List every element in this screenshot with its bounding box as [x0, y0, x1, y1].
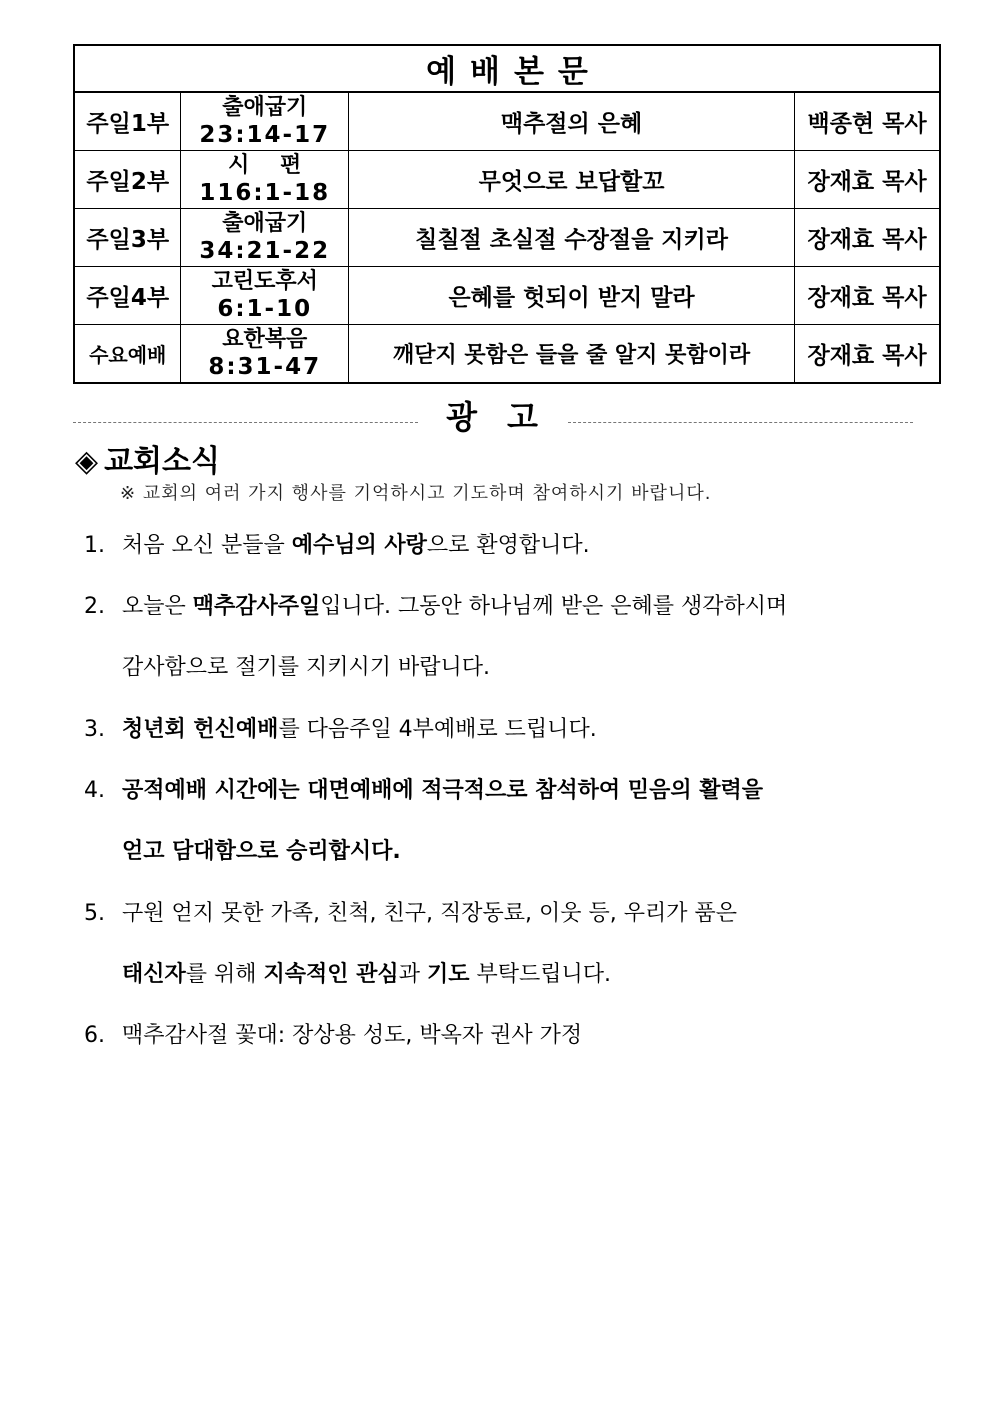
- item-number: 1.: [84, 533, 105, 558]
- service-name: 주일1부: [74, 92, 181, 151]
- preacher-name: 장재효 목사: [795, 151, 940, 209]
- sermon-title: 칠칠절 초실절 수장절을 지키라: [349, 209, 795, 267]
- emphasis-text: 기도: [426, 962, 470, 987]
- item-number: 4.: [84, 778, 105, 803]
- scripture-book: 출애굽기: [222, 210, 308, 236]
- text: 과: [398, 962, 427, 987]
- scripture-verse: 116:1-18: [199, 179, 331, 206]
- preacher-name: 장재효 목사: [795, 209, 940, 267]
- worship-table-title: 예배본문: [74, 45, 940, 92]
- text: 맥추감사절 꽃대: 장상용 성도, 박옥자 권사 가정: [122, 1023, 583, 1048]
- sermon-title: 깨닫지 못함은 들을 줄 알지 못함이라: [349, 325, 795, 384]
- emphasis-text: 얻고 담대함으로 승리합시다.: [122, 839, 401, 864]
- list-item: [84, 526, 590, 566]
- scripture-cell: [181, 325, 349, 384]
- list-item: [84, 710, 597, 750]
- text: 처음 오신 분들을: [122, 533, 292, 558]
- table-row: [74, 209, 940, 267]
- scripture-verse: 23:14-17: [199, 121, 331, 148]
- text: 으로 환영합니다.: [426, 533, 590, 558]
- service-name: 주일4부: [74, 267, 181, 325]
- list-item: [84, 587, 787, 627]
- emphasis-text: 예수님의 사랑: [291, 533, 427, 558]
- table-row: [74, 151, 940, 209]
- service-name: 주일2부: [74, 151, 181, 209]
- scripture-cell: [181, 92, 349, 151]
- scripture-cell: [181, 267, 349, 325]
- church-news-title: 교회소식: [104, 444, 220, 479]
- emphasis-text: 맥추감사주일: [192, 594, 321, 619]
- sermon-title: 무엇으로 보답할꼬: [349, 151, 795, 209]
- emphasis-text: 공적예배 시간에는 대면예배에 적극적으로 참석하여 믿음의 활력을: [122, 778, 764, 803]
- service-name: 주일3부: [74, 209, 181, 267]
- announcements-header: [73, 392, 913, 436]
- emphasis-text: 지속적인 관심: [263, 962, 399, 987]
- scripture-cell: [181, 151, 349, 209]
- text: 입니다. 그동안 하나님께 받은 은혜를 생각하시며: [320, 594, 788, 619]
- list-item-continued: 감사함으로 절기를 지키시기 바랍니다.: [122, 655, 491, 680]
- item-number: 2.: [84, 594, 105, 619]
- text: 를 다음주일 4부예배로 드립니다.: [278, 717, 597, 742]
- list-item: [84, 771, 763, 811]
- text: 부탁드립니다.: [469, 962, 611, 987]
- preacher-name: 장재효 목사: [795, 325, 940, 384]
- diamond-bullet-icon: ◈: [75, 444, 99, 479]
- scripture-verse: 8:31-47: [208, 353, 322, 380]
- church-news-heading: [75, 436, 220, 480]
- service-name: 수요예배: [74, 325, 181, 384]
- list-item: [84, 1016, 582, 1056]
- scripture-cell: [181, 209, 349, 267]
- item-number: 6.: [84, 1023, 105, 1048]
- list-item-continued: [122, 955, 611, 995]
- text: 오늘은: [122, 594, 193, 619]
- table-row: [74, 267, 940, 325]
- table-row: [74, 325, 940, 384]
- text: 구원 얻지 못한 가족, 친척, 친구, 직장동료, 이웃 등, 우리가 품은: [122, 901, 737, 926]
- emphasis-text: 태신자: [122, 962, 186, 987]
- scripture-book: 출애굽기: [222, 94, 308, 120]
- preacher-name: 장재효 목사: [795, 267, 940, 325]
- church-news-note: ※ 교회의 여러 가지 행사를 기억하시고 기도하며 참여하시기 바랍니다.: [120, 483, 712, 504]
- scripture-book: 고린도후서: [211, 268, 318, 294]
- scripture-book: 요한복음: [222, 326, 308, 352]
- item-number: 3.: [84, 717, 105, 742]
- emphasis-text: 청년회 헌신예배: [122, 717, 279, 742]
- scripture-verse: 6:1-10: [217, 295, 313, 322]
- text: 를 위해: [185, 962, 264, 987]
- sermon-title: 은혜를 헛되이 받지 말라: [349, 267, 795, 325]
- dashed-divider-right: [568, 422, 913, 423]
- sermon-title: 맥추절의 은혜: [349, 92, 795, 151]
- table-row: [74, 92, 940, 151]
- list-item: [84, 894, 737, 934]
- dashed-divider-left: [73, 422, 418, 423]
- announcements-title: 광고: [446, 398, 568, 436]
- scripture-verse: 34:21-22: [199, 237, 331, 264]
- list-item-continued: [122, 832, 401, 872]
- preacher-name: 백종현 목사: [795, 92, 940, 151]
- scripture-book: 시 편: [228, 152, 302, 178]
- item-number: 5.: [84, 901, 105, 926]
- worship-schedule-table: [73, 44, 941, 384]
